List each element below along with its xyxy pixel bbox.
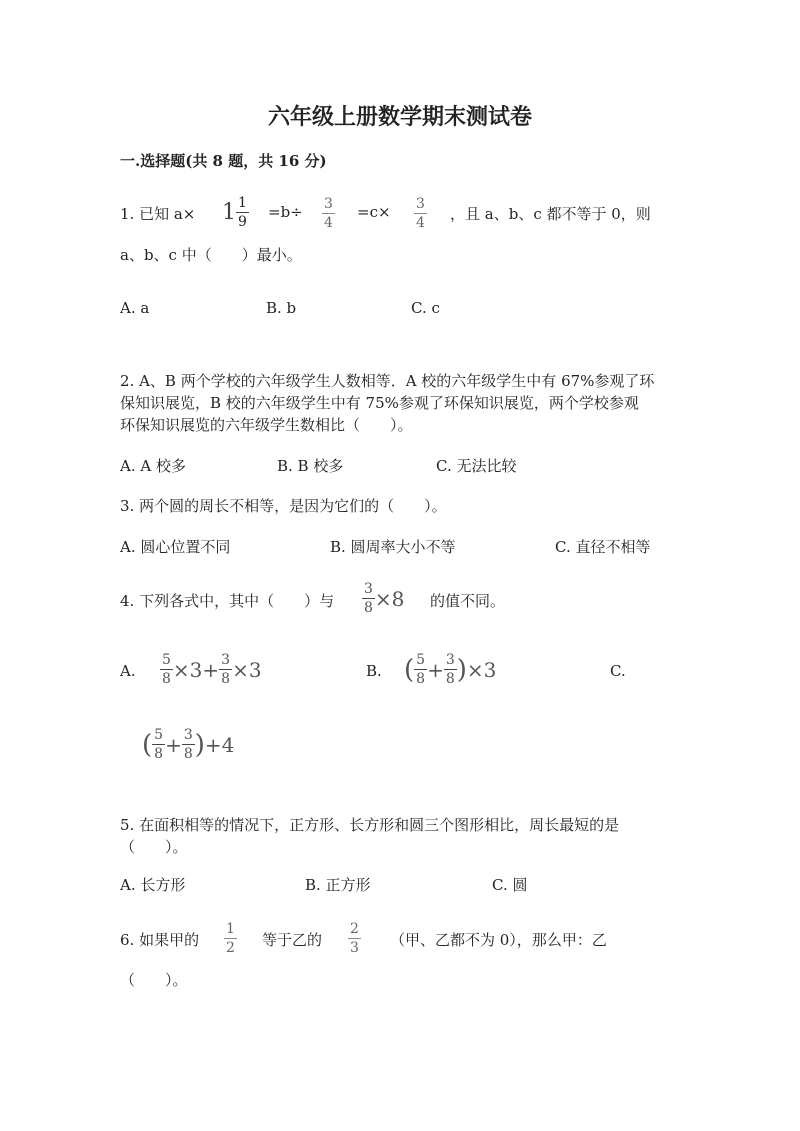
q4-c-plus: + [165,732,182,757]
q4-option-b-expression[interactable] [404,653,496,686]
q4-a-f1-numerator: 5 [162,652,171,668]
q1-mixed-fraction [236,196,249,229]
q5-option-c[interactable]: C. 圆 [492,876,528,894]
q2-line-1: 2. A、B 两个学校的六年级学生人数相等．A 校的六年级学生中有 67%参观了环 [120,372,655,390]
q4-expr-fraction [362,582,375,615]
q1-mixed-numerator: 1 [238,195,247,211]
q1-eq-c: =c× [357,203,391,221]
q5-line-1: 5. 在面积相等的情况下，正方形、长方形和圆三个图形相比，周长最短的是 [120,816,620,834]
q1-option-a[interactable]: A. a [120,299,150,317]
q5-option-b[interactable]: B. 正方形 [305,876,371,894]
q1-mixed-whole: 1 [222,200,236,225]
q6-mid: 等于乙的 [262,931,323,949]
q4-option-c-label[interactable]: C. [610,662,626,680]
q1-option-b[interactable]: B. b [266,299,297,317]
q1-prefix: 1. 已知 a× [120,205,196,223]
q4-b-plus: + [427,657,444,682]
q2-text [120,370,680,436]
q1-option-c[interactable]: C. c [411,299,440,317]
q4-c-f1-numerator: 5 [154,727,164,743]
q4-option-a-label[interactable]: A. [120,662,136,680]
q6-f2-numerator: 2 [350,921,359,937]
q1-frac1-denominator: 4 [324,215,333,231]
q4-expr-tail: ×8 [374,586,405,611]
q2-line-3: 环保知识展览的六年级学生数相比（ ）。 [120,416,413,434]
q4-b-f2-numerator: 3 [445,652,455,668]
section-heading: 一.选择题(共 8 题，共 16 分) [120,152,327,170]
q6-fraction-1 [224,922,237,955]
q6-fraction-2 [348,922,361,955]
q4-c-f2-numerator: 3 [183,727,193,743]
q4-b-fraction-2 [444,653,457,686]
q4-expression [362,582,404,615]
q4-expr-numerator: 3 [364,581,373,597]
q4-b-open-paren: ( [404,654,415,685]
q4-a-mid: ×3+ [172,657,220,682]
q6-f1-numerator: 1 [226,921,235,937]
q4-c-close-paren: ) [194,729,205,760]
q1-fraction-1 [322,197,335,230]
q6-prefix: 6. 如果甲的 [120,931,200,949]
q1-frac2-numerator: 3 [416,196,425,212]
q4-prefix: 4. 下列各式中，其中（ ）与 [120,592,335,610]
q4-b-f1-numerator: 5 [416,652,426,668]
q4-c-fraction-1 [152,728,165,761]
q3-option-b[interactable]: B. 圆周率大小不等 [330,538,456,556]
q6-f1-denominator: 2 [226,940,235,956]
q1-mixed-denominator: 9 [238,214,247,230]
q2-option-b[interactable]: B. B 校多 [277,457,344,475]
page-title: 六年级上册数学期末测试卷 [267,104,532,130]
q1-line2: a、b、c 中（ ）最小。 [120,246,302,264]
q1-suffix: ，且 a、b、c 都不等于 0，则 [450,205,651,223]
q4-option-c-expression[interactable] [142,728,234,761]
q1-frac1-numerator: 3 [324,196,333,212]
q4-a-f1-denominator: 8 [162,671,171,687]
q6-suffix: （甲、乙都不为 0），那么甲：乙 [390,931,607,949]
q2-option-a[interactable]: A. A 校多 [120,457,186,475]
q3-text: 3. 两个圆的周长不相等，是因为它们的（ ）。 [120,497,447,515]
q4-a-fraction-1 [160,653,173,686]
q1-mixed-number [222,196,249,229]
q4-b-tail: ×3 [466,657,497,682]
q4-b-f1-denominator: 8 [416,671,426,687]
q4-c-tail: +4 [204,732,235,757]
q4-b-close-paren: ) [456,654,467,685]
q1-eq-b: =b÷ [268,203,303,221]
q5-option-a[interactable]: A. 长方形 [120,876,186,894]
q4-b-fraction-1 [414,653,427,686]
q4-b-f2-denominator: 8 [445,671,455,687]
q4-a-f2-numerator: 3 [221,652,231,668]
q2-option-c[interactable]: C. 无法比较 [436,457,517,475]
q4-c-f2-denominator: 8 [183,746,193,762]
q2-line-2: 保知识展览，B 校的六年级学生中有 75%参观了环保知识展览，两个学校参观 [120,394,639,412]
q4-option-b-label[interactable]: B. [366,662,382,680]
q4-suffix: 的值不同。 [430,592,506,610]
q3-option-a[interactable]: A. 圆心位置不同 [120,538,231,556]
q1-frac2-denominator: 4 [416,215,425,231]
q4-c-open-paren: ( [142,729,153,760]
q4-expr-denominator: 8 [364,600,373,616]
q4-option-a-expression[interactable] [160,653,262,686]
q3-option-c[interactable]: C. 直径不相等 [555,538,651,556]
q4-a-fraction-2 [219,653,232,686]
q4-c-f1-denominator: 8 [154,746,164,762]
q1-fraction-2 [414,197,427,230]
q4-c-fraction-2 [182,728,195,761]
q4-a-f2-denominator: 8 [221,671,231,687]
q6-line-2: （ ）。 [120,971,188,989]
q4-a-tail: ×3 [232,657,262,682]
q6-f2-denominator: 3 [350,940,359,956]
q5-line-2: （ ）。 [120,838,188,856]
